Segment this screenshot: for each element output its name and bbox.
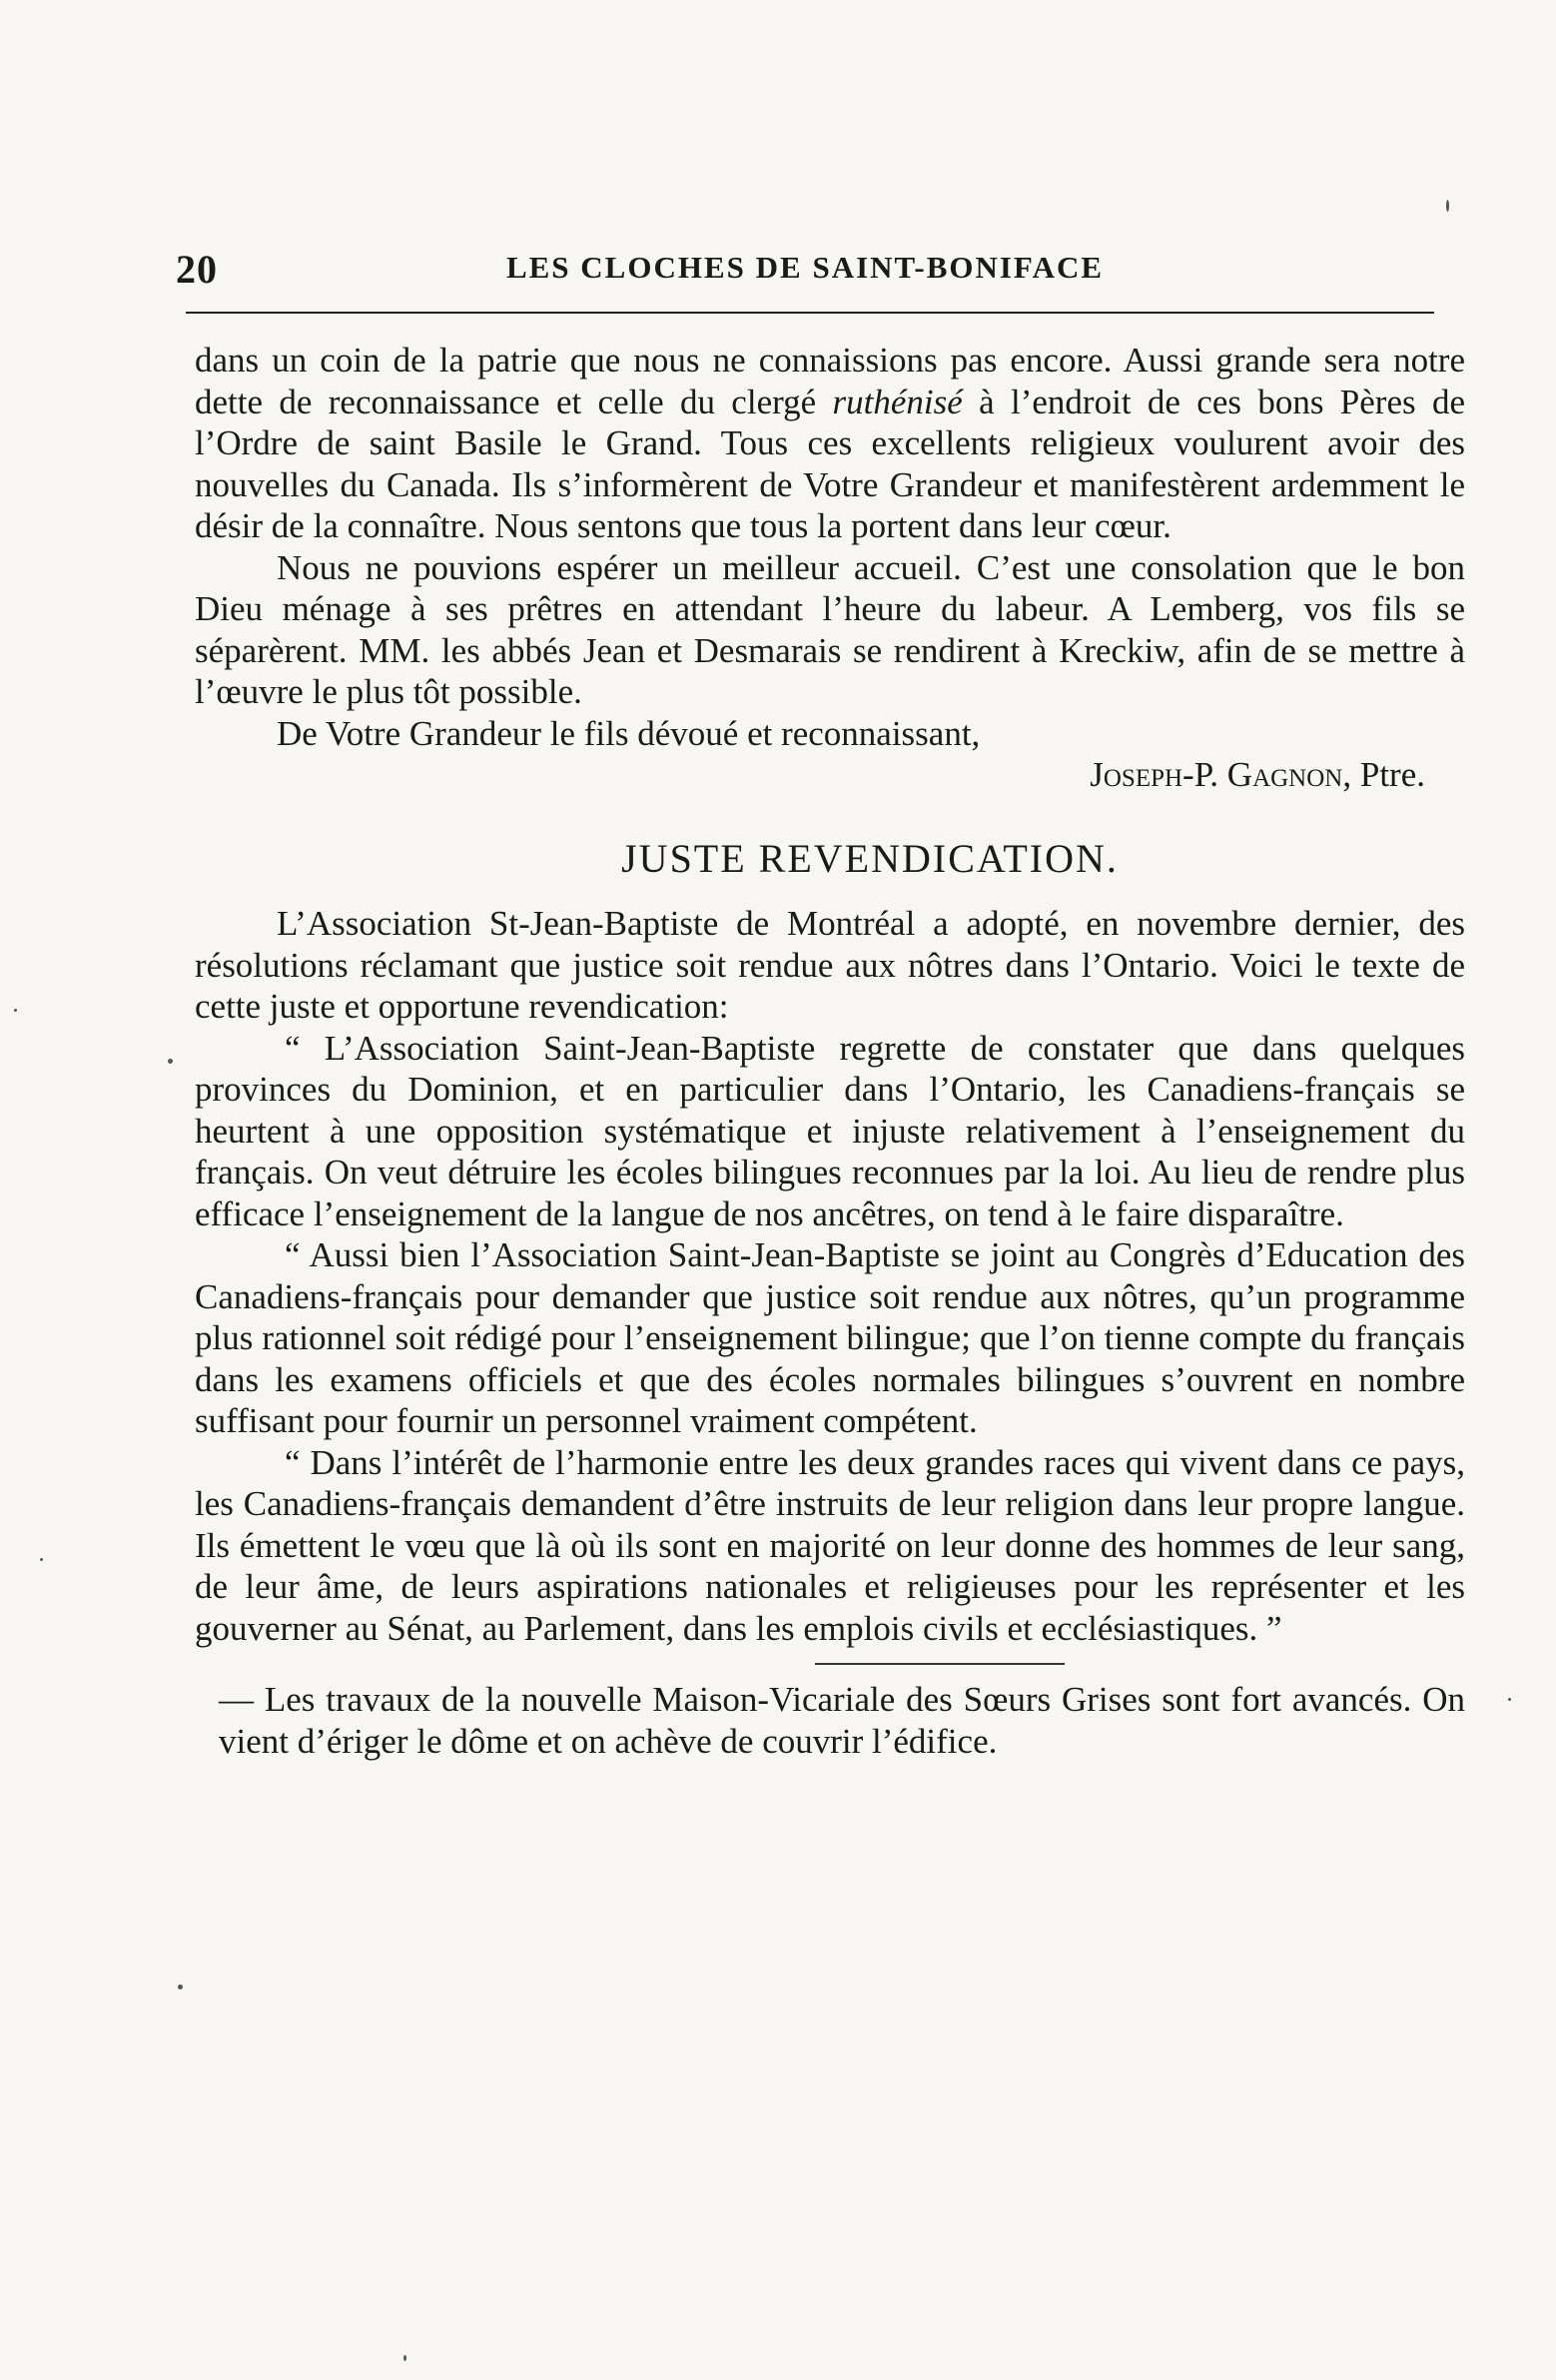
article-intro: L’Association St-Jean-Baptiste de Montréal a adopté, en novembre dernier, des résolutions réclamant que justice soit rendue aux nôtres dans l’Ontario. Voici le texte de cette juste et opportune revendication: [195, 904, 1465, 1026]
scan-speck [178, 1984, 183, 1989]
news-item: — Les travaux de la nouvelle Maison-Vicariale des Sœurs Grises sont fort avancés. On vient d’ériger le dôme et on achève de couvrir l’édifice. [219, 1680, 1465, 1761]
letter-p1-text: dans un coin de la patrie que nous ne connaissions pas encore. Aussi grande sera notre dette de reconnaissance et celle du clergé [195, 341, 1465, 421]
signature-name: Joseph-P. Gagnon [1090, 755, 1343, 794]
body-text [195, 340, 1465, 1762]
resolution-quote-1: “ L’Association Saint-Jean-Baptiste regrette de constater que dans quelques provinces du Dominion, et en particulier dans l’Ontario, les Canadiens-français se heurtent à une opposition systématique et injuste relativement à l’enseignement du français. On veut détruire les écoles bilingues reconnues par la loi. Au lieu de rendre plus efficace l’enseignement de la langue de nos ancêtres, on tend à le faire disparaître. [195, 1028, 1465, 1233]
letter-closing: De Votre Grandeur le fils dévoué et reconnaissant, [277, 713, 981, 753]
scan-speck [168, 1059, 173, 1064]
letter-p1-text-cont: à l’endroit de ces bons Pères de l’Ordre de saint Basile le Grand. Tous ces excellents religieux voulurent avoir des nouvelles du Canada. Ils s’informèrent de Votre Grandeur et manifestèrent ardemment le désir de la connaître. Nous sentons que tous la portent dans leur cœur. [195, 382, 1465, 545]
section-title: JUSTE REVENDICATION. [621, 835, 1119, 881]
scan-speck [40, 1558, 43, 1561]
letter-paragraph-1 [195, 340, 1465, 547]
scan-speck [1446, 200, 1449, 212]
signature-suffix: , Ptre. [1342, 755, 1425, 794]
letter-signature [195, 754, 1465, 796]
scan-speck [1508, 1698, 1511, 1701]
scan-speck [14, 1009, 17, 1012]
letter-p1-italic: ruthénisé [832, 382, 963, 421]
resolution-quote-2: “ Aussi bien l’Association Saint-Jean-Baptiste se joint au Congrès d’Education des Canadiens-français pour demander que justice soit rendue aux nôtres, qu’un programme plus rationnel soit rédigé pour l’enseignement bilingue; que l’on tienne compte du français dans les examens officiels et que des écoles normales bilingues s’ouvrent en nombre suffisant pour fournir un personnel vraiment compétent. [195, 1235, 1465, 1440]
page-header [176, 240, 1434, 300]
section-divider [815, 1663, 1065, 1665]
running-title: LES CLOCHES DE SAINT-BONIFACE [505, 250, 1105, 285]
letter-paragraph-2: Nous ne pouvions espérer un meilleur accueil. C’est une consolation que le bon Dieu ménage à ses prêtres en attendant l’heure du labeur. A Lemberg, vos fils se séparèrent. MM. les abbés Jean et Desmarais se rendirent à Kreckiw, afin de se mettre à l’œuvre le plus tôt possible. [195, 547, 1465, 711]
page-number: 20 [176, 247, 218, 292]
header-rule [186, 312, 1434, 314]
resolution-quote-3: “ Dans l’intérêt de l’harmonie entre les deux grandes races qui vivent dans ce pays, les Canadiens-français demandent d’être instruits de leur religion dans leur propre langue. Ils émettent le vœu que là où ils sont en majorité on leur donne des hommes de leur sang, de leur âme, de leurs aspirations nationales et religieuses pour les représenter et les gouverner au Sénat, au Parlement, dans les emplois civils et ecclésiastiques. ” [195, 1442, 1465, 1648]
scan-speck [403, 2355, 406, 2361]
